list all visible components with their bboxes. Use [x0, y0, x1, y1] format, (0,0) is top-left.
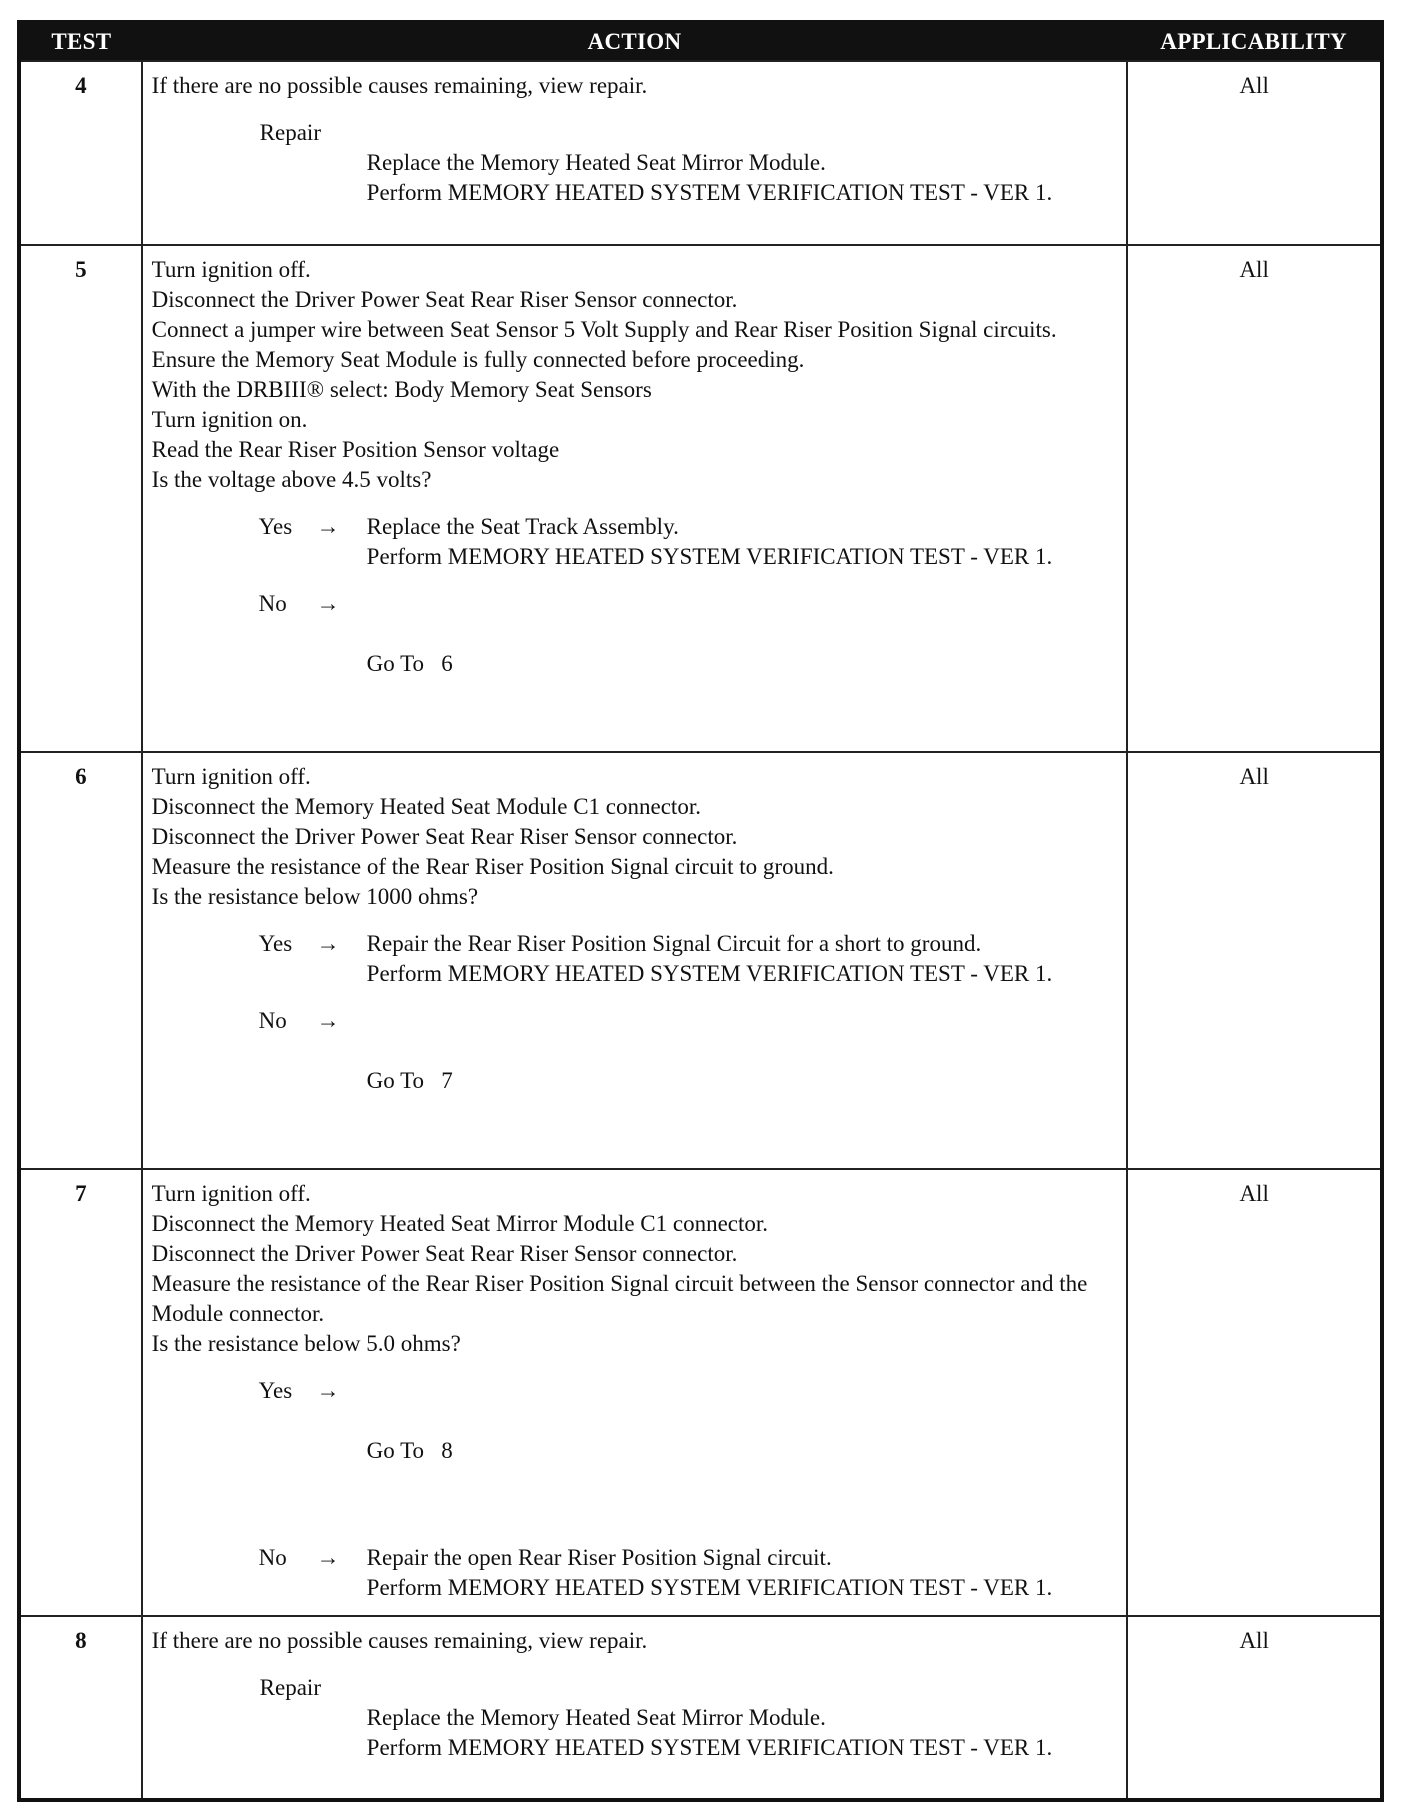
no-branch: [152, 1006, 1119, 1156]
test-number: 8: [19, 1616, 142, 1800]
no-label: No: [258, 1008, 287, 1033]
yes-branch: [152, 512, 1119, 572]
action-cell: [142, 1616, 1128, 1800]
repair-line: Replace the Memory Heated Seat Mirror Module.: [366, 1705, 826, 1730]
arrow-right-icon: →: [316, 514, 340, 539]
repair-label: Repair: [259, 120, 321, 145]
action-line: Turn ignition off.: [151, 764, 311, 789]
repair-label: Repair: [259, 1675, 321, 1700]
action-line: Disconnect the Memory Heated Seat Mirror Module C1 connector.: [151, 1211, 769, 1236]
applicability-value: All: [1127, 752, 1382, 1169]
arrow-right-icon: →: [316, 591, 340, 616]
action-line: Disconnect the Driver Power Seat Rear Riser Sensor connector.: [151, 287, 738, 312]
repair-line: Perform MEMORY HEATED SYSTEM VERIFICATION TEST - VER 1.: [366, 1735, 1053, 1760]
action-line: Disconnect the Driver Power Seat Rear Riser Sensor connector.: [151, 824, 738, 849]
test-number: 4: [19, 61, 142, 245]
header-test: TEST: [19, 22, 142, 61]
action-line: If there are no possible causes remaining, view repair.: [151, 73, 648, 98]
yes-label: Yes: [258, 1378, 293, 1403]
no-line: Go To 6: [366, 651, 453, 676]
action-cell: [142, 1169, 1128, 1616]
test-number: 5: [19, 245, 142, 752]
action-cell: [142, 61, 1128, 245]
no-branch: [152, 589, 1119, 739]
diagnostic-test-table: [17, 20, 1384, 1802]
no-label: No: [258, 591, 287, 616]
no-line: Go To 7: [366, 1068, 453, 1093]
test-number: 7: [19, 1169, 142, 1616]
action-line: Turn ignition off.: [151, 1181, 311, 1206]
no-line: Perform MEMORY HEATED SYSTEM VERIFICATION TEST - VER 1.: [366, 1575, 1053, 1600]
yes-line: Perform MEMORY HEATED SYSTEM VERIFICATION TEST - VER 1.: [366, 544, 1053, 569]
yes-line: Go To 8: [366, 1438, 453, 1463]
action-line: Is the resistance below 1000 ohms?: [151, 884, 479, 909]
applicability-value: All: [1127, 245, 1382, 752]
yes-label: Yes: [258, 931, 293, 956]
action-line: Is the resistance below 5.0 ohms?: [151, 1331, 461, 1356]
action-line: Read the Rear Riser Position Sensor voltage: [151, 437, 560, 462]
action-line: Ensure the Memory Seat Module is fully connected before proceeding.: [151, 347, 805, 372]
action-line: Measure the resistance of the Rear Riser Position Signal circuit between the Sensor connector and the Module connector.: [151, 1271, 1088, 1326]
arrow-right-icon: →: [316, 1378, 340, 1403]
no-branch: [152, 1543, 1119, 1603]
action-line: Is the voltage above 4.5 volts?: [151, 467, 432, 492]
arrow-right-icon: →: [316, 1008, 340, 1033]
yes-label: Yes: [258, 514, 293, 539]
yes-line: Repair the Rear Riser Position Signal Circuit for a short to ground.: [366, 931, 982, 956]
action-line: With the DRBIII® select: Body Memory Seat Sensors: [151, 377, 652, 402]
yes-line: Perform MEMORY HEATED SYSTEM VERIFICATION TEST - VER 1.: [366, 961, 1053, 986]
repair-line: Replace the Memory Heated Seat Mirror Module.: [366, 150, 826, 175]
action-line: Turn ignition on.: [151, 407, 308, 432]
table-row: [19, 245, 1382, 752]
action-line: Measure the resistance of the Rear Riser Position Signal circuit to ground.: [151, 854, 834, 879]
action-line: Disconnect the Memory Heated Seat Module C1 connector.: [151, 794, 701, 819]
header-action: ACTION: [142, 22, 1128, 61]
table-header-row: [19, 22, 1382, 61]
action-line: Turn ignition off.: [151, 257, 311, 282]
arrow-right-icon: →: [316, 1545, 340, 1570]
header-applicability: APPLICABILITY: [1127, 22, 1382, 61]
arrow-right-icon: →: [316, 931, 340, 956]
table-row: [19, 752, 1382, 1169]
action-line: Disconnect the Driver Power Seat Rear Riser Sensor connector.: [151, 1241, 738, 1266]
applicability-value: All: [1127, 61, 1382, 245]
table-row: [19, 1616, 1382, 1800]
action-cell: [142, 245, 1128, 752]
table-row: [19, 1169, 1382, 1616]
applicability-value: All: [1127, 1169, 1382, 1616]
test-number: 6: [19, 752, 142, 1169]
yes-branch: [152, 1376, 1119, 1526]
no-line: Repair the open Rear Riser Position Signal circuit.: [366, 1545, 832, 1570]
repair-line: Perform MEMORY HEATED SYSTEM VERIFICATION TEST - VER 1.: [366, 180, 1053, 205]
action-line: If there are no possible causes remaining, view repair.: [151, 1628, 648, 1653]
action-cell: [142, 752, 1128, 1169]
yes-line: Replace the Seat Track Assembly.: [366, 514, 679, 539]
action-line: Connect a jumper wire between Seat Sensor 5 Volt Supply and Rear Riser Position Signal circuits.: [151, 317, 1057, 342]
applicability-value: All: [1127, 1616, 1382, 1800]
yes-branch: [152, 929, 1119, 989]
table-row: [19, 61, 1382, 245]
no-label: No: [258, 1545, 287, 1570]
